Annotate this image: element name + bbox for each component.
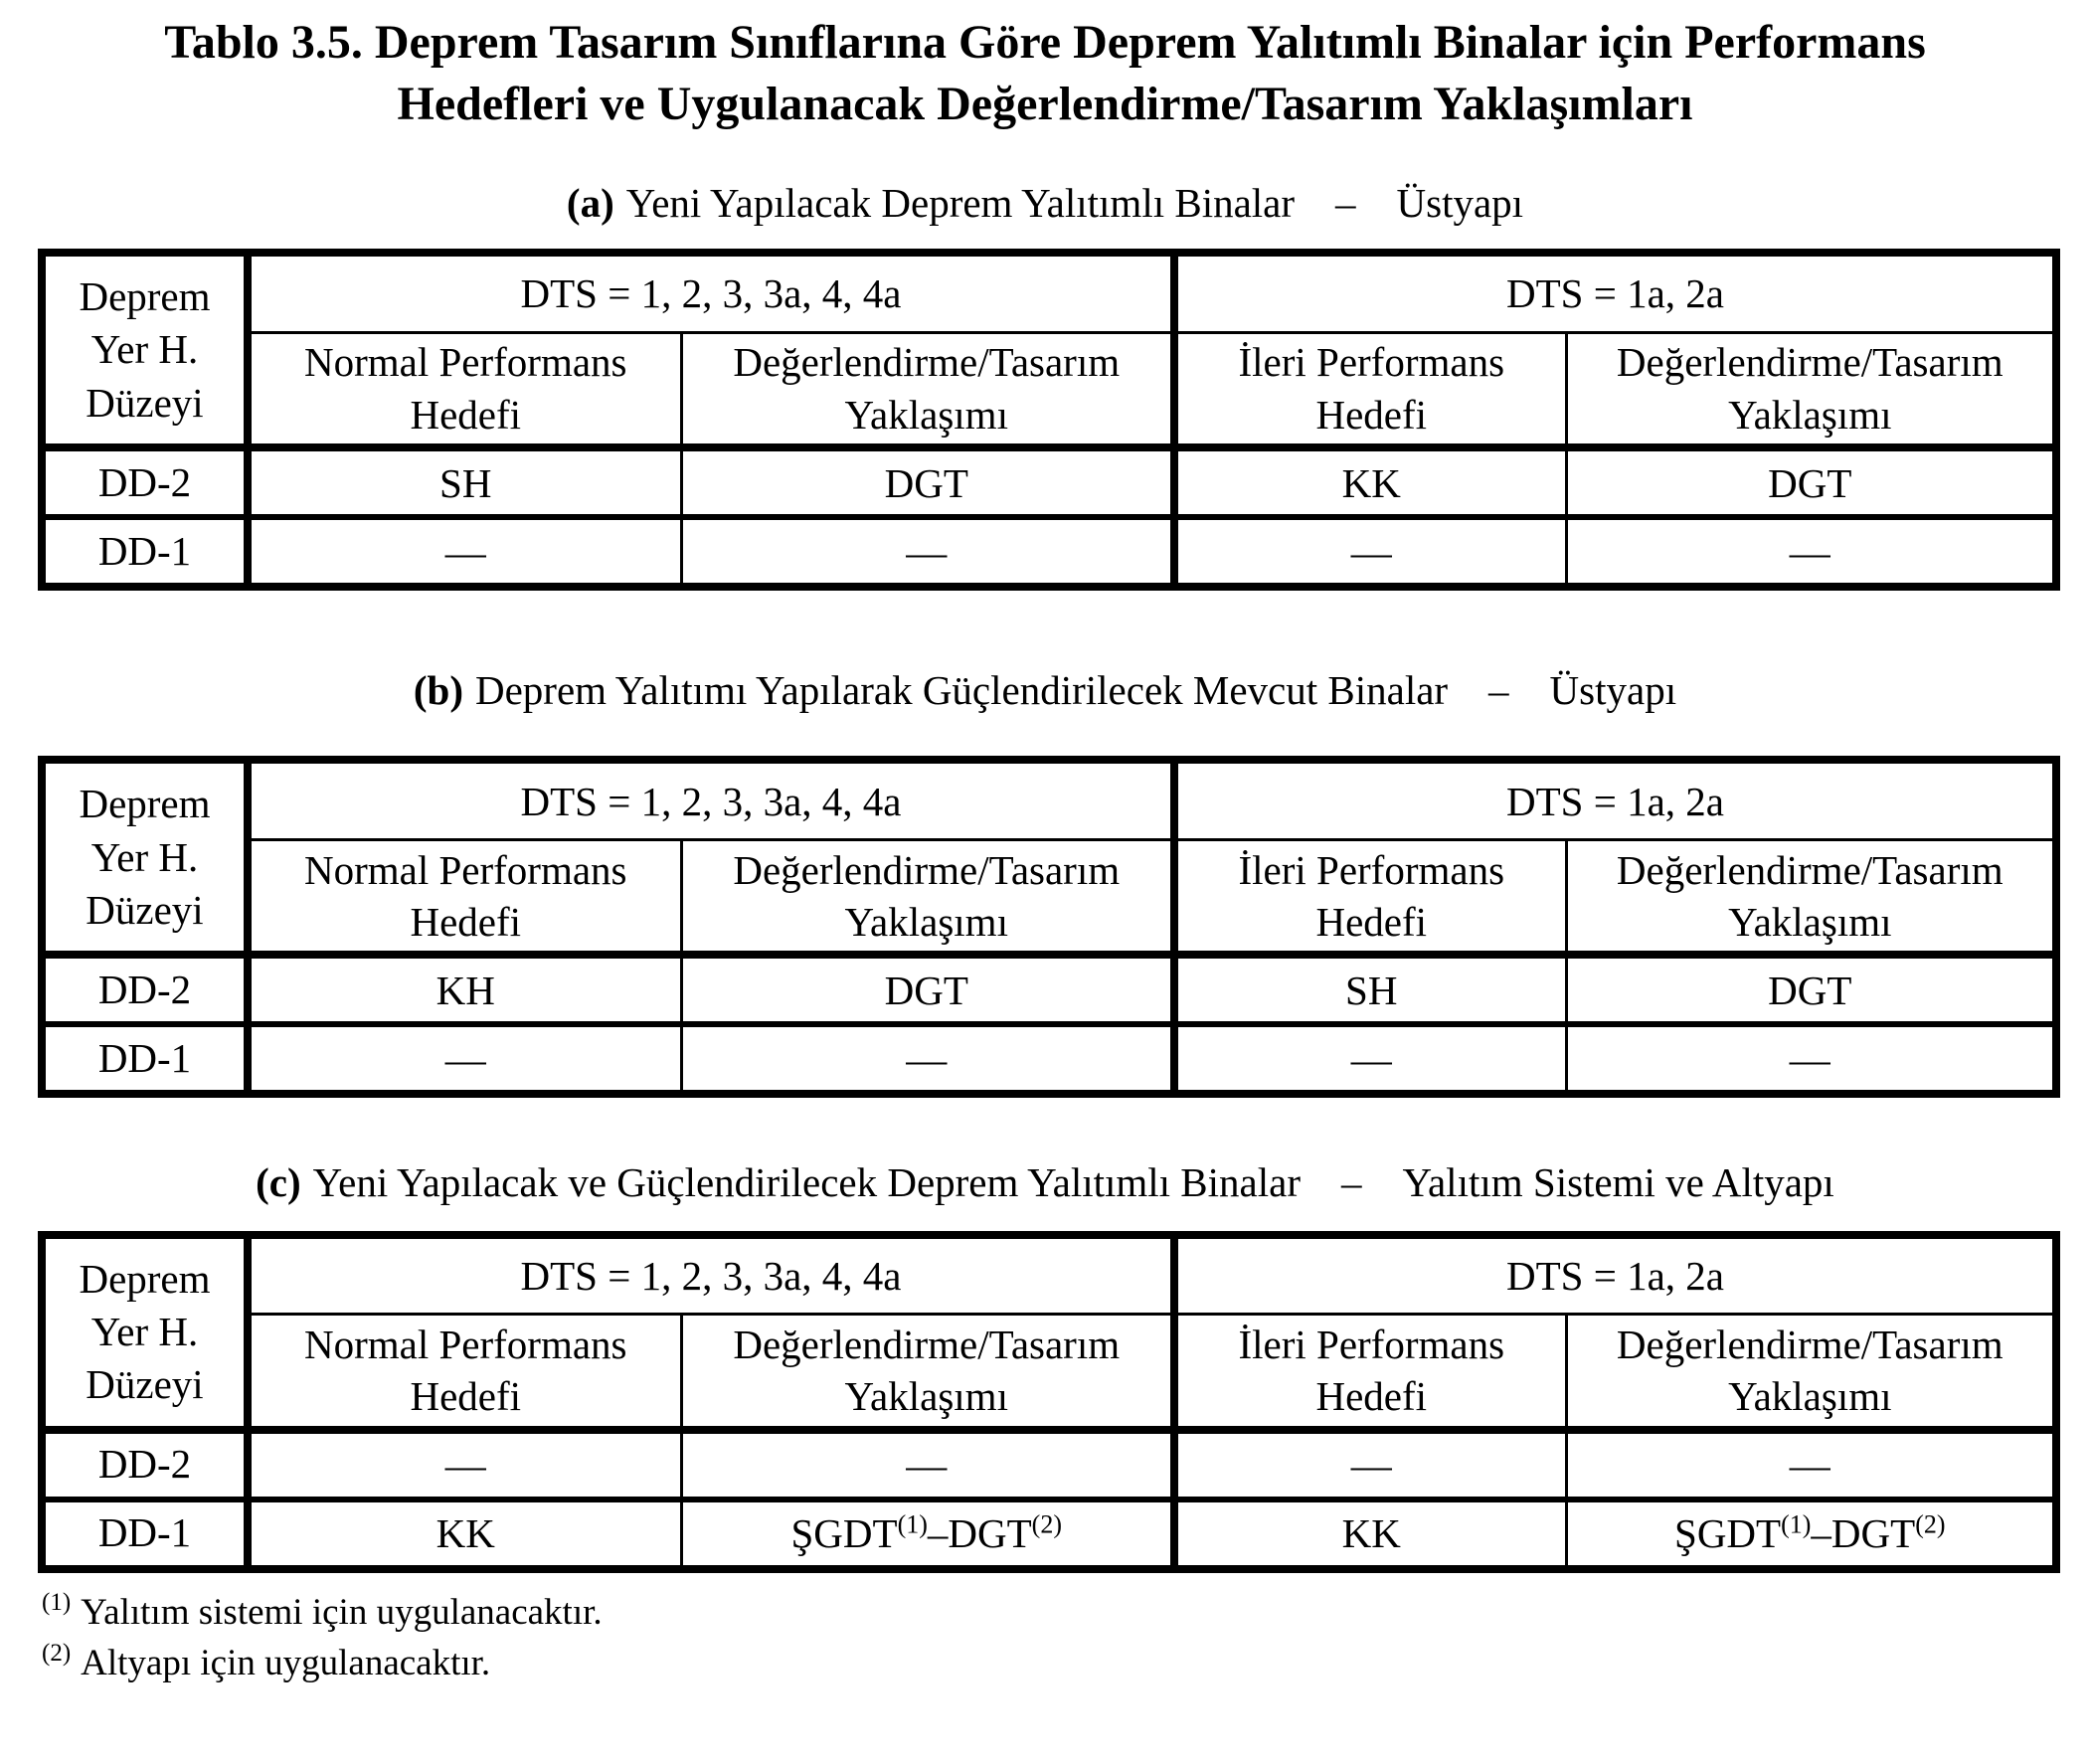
table-row (42, 1430, 2056, 1499)
row-header-line: Düzeyi (86, 1361, 204, 1408)
data-cell: DGT (681, 955, 1174, 1024)
data-cell: — (1174, 1430, 1566, 1499)
row-header-cell (42, 1235, 248, 1430)
column-header-cell: İleri Performans Hedefi (1174, 332, 1566, 447)
table-a (38, 249, 2060, 591)
caption-c-label: (c) (256, 1159, 301, 1206)
footnote-2-text: Altyapı için uygulanacaktır. (81, 1642, 491, 1683)
data-cell: — (681, 1024, 1174, 1094)
row-label-cell: DD-1 (42, 1024, 248, 1094)
caption-a-label: (a) (566, 179, 614, 226)
row-label-cell: DD-1 (42, 1499, 248, 1569)
caption-c-text: Yeni Yapılacak ve Güçlendirilecek Deprem Yalıtımlı Binalar – Yalıtım Sistemi ve Altyapı (312, 1159, 1834, 1206)
table-row (42, 447, 2056, 517)
table-c (38, 1231, 2060, 1573)
row-header-line: Deprem (79, 273, 211, 320)
column-header-cell: İleri Performans Hedefi (1174, 839, 1566, 955)
row-header-line: Deprem (79, 1255, 211, 1302)
column-header-cell: Değerlendirme/Tasarım Yaklaşımı (681, 332, 1174, 447)
group-header-cell: DTS = 1a, 2a (1174, 253, 2056, 332)
column-header-cell: Değerlendirme/Tasarım Yaklaşımı (1566, 839, 2056, 955)
caption-b-text: Deprem Yalıtımı Yapılarak Güçlendirilecek Mevcut Binalar – Üstyapı (474, 667, 1677, 714)
data-cell: DGT (1566, 955, 2056, 1024)
column-header-cell: Normal Performans Hedefi (248, 1315, 681, 1430)
data-cell: — (248, 1024, 681, 1094)
table-row (42, 1499, 2056, 1569)
data-cell: KK (1174, 447, 1566, 517)
footnote-2 (42, 1638, 2090, 1688)
group-header-cell: DTS = 1, 2, 3, 3a, 4, 4a (248, 1235, 1174, 1315)
row-header-line: Düzeyi (86, 886, 204, 933)
row-header-cell (42, 253, 248, 447)
group-header-cell: DTS = 1, 2, 3, 3a, 4, 4a (248, 253, 1174, 332)
row-label-cell: DD-2 (42, 1430, 248, 1499)
data-cell: — (681, 517, 1174, 587)
row-header-cell (42, 760, 248, 955)
data-cell: — (1566, 517, 2056, 587)
data-cell: KK (1174, 1499, 1566, 1569)
caption-table-b (0, 665, 2090, 716)
caption-table-c (0, 1157, 2090, 1208)
row-header-line: Yer H. (90, 1308, 199, 1354)
data-cell: KH (248, 955, 681, 1024)
caption-table-a (0, 178, 2090, 229)
data-cell: — (681, 1430, 1174, 1499)
table-row (42, 1024, 2056, 1094)
page-title (0, 0, 2090, 136)
row-label-cell: DD-2 (42, 447, 248, 517)
group-header-cell: DTS = 1a, 2a (1174, 760, 2056, 839)
row-header-line: Düzeyi (86, 379, 204, 426)
table-row (42, 517, 2056, 587)
column-header-cell: Değerlendirme/Tasarım Yaklaşımı (681, 1315, 1174, 1430)
data-cell: — (1174, 1024, 1566, 1094)
table-row (42, 955, 2056, 1024)
data-cell: — (1174, 517, 1566, 587)
row-label-cell: DD-1 (42, 517, 248, 587)
row-header-line: Yer H. (90, 326, 199, 373)
row-label-cell: DD-2 (42, 955, 248, 1024)
column-header-cell: Değerlendirme/Tasarım Yaklaşımı (1566, 332, 2056, 447)
page-title-line-2: Hedefleri ve Uygulanacak Değerlendirme/Tasarım Yaklaşımları (397, 78, 1693, 131)
page-title-line-1: Tablo 3.5. Deprem Tasarım Sınıflarına Göre Deprem Yalıtımlı Binalar için Performans (164, 16, 1926, 69)
footnotes (42, 1587, 2090, 1688)
data-cell: SH (248, 447, 681, 517)
table-b (38, 756, 2060, 1098)
data-cell: — (248, 517, 681, 587)
row-header-line: Deprem (79, 781, 211, 827)
group-header-cell: DTS = 1a, 2a (1174, 1235, 2056, 1315)
footnote-1 (42, 1587, 2090, 1638)
caption-a-text: Yeni Yapılacak Deprem Yalıtımlı Binalar – Üstyapı (625, 179, 1524, 226)
data-cell: DGT (681, 447, 1174, 517)
data-cell: — (1566, 1430, 2056, 1499)
footnote-1-text: Yalıtım sistemi için uygulanacaktır. (81, 1591, 603, 1633)
column-header-cell: Normal Performans Hedefi (248, 839, 681, 955)
column-header-cell: Değerlendirme/Tasarım Yaklaşımı (681, 839, 1174, 955)
column-header-cell: Değerlendirme/Tasarım Yaklaşımı (1566, 1315, 2056, 1430)
column-header-cell: Normal Performans Hedefi (248, 332, 681, 447)
data-cell: DGT (1566, 447, 2056, 517)
footnote-1-marker: (1) (42, 1589, 72, 1617)
column-header-cell: İleri Performans Hedefi (1174, 1315, 1566, 1430)
data-cell: SH (1174, 955, 1566, 1024)
footnote-2-marker: (2) (42, 1640, 72, 1668)
data-cell: KK (248, 1499, 681, 1569)
caption-b-label: (b) (413, 667, 463, 714)
data-cell: ŞGDT$^{(1)}$–DGT$^{(2)}$ (1566, 1499, 2056, 1569)
data-cell: — (248, 1430, 681, 1499)
data-cell: — (1566, 1024, 2056, 1094)
group-header-cell: DTS = 1, 2, 3, 3a, 4, 4a (248, 760, 1174, 839)
row-header-line: Yer H. (90, 833, 199, 880)
data-cell: ŞGDT$^{(1)}$–DGT$^{(2)}$ (681, 1499, 1174, 1569)
